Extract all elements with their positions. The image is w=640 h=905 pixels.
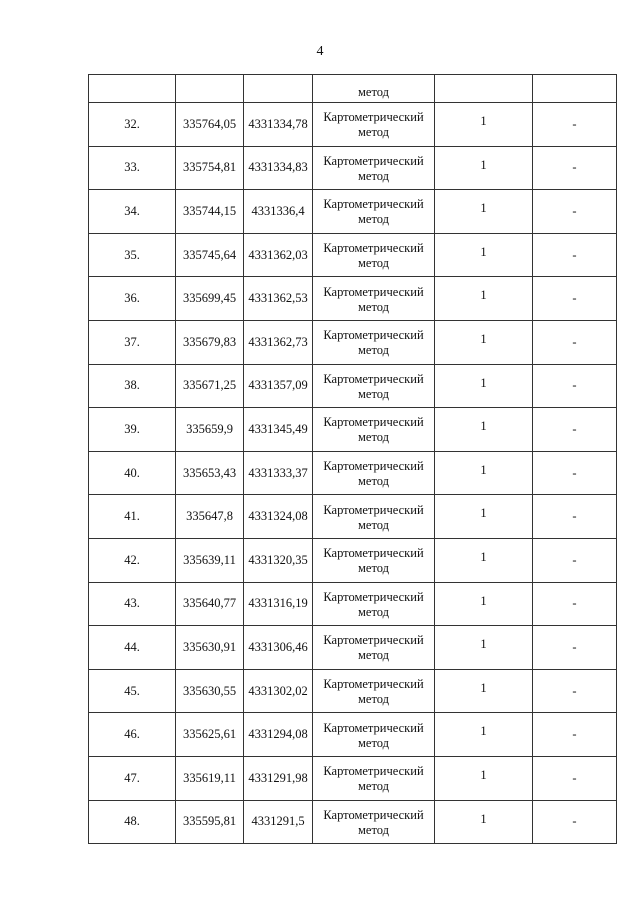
cell-method: Картометрический метод — [313, 408, 435, 452]
cell-description: - — [533, 626, 617, 670]
cell-description: - — [533, 146, 617, 190]
table-row — [89, 233, 617, 277]
cell-description: - — [533, 756, 617, 800]
cell-point-number: 34. — [89, 190, 176, 234]
cell-accuracy: 1 — [435, 713, 533, 757]
cell-description: - — [533, 713, 617, 757]
cell-point-number — [89, 75, 176, 103]
table-row — [89, 103, 617, 147]
cell-x-coordinate: 335653,43 — [176, 451, 244, 495]
cell-x-coordinate: 335679,83 — [176, 320, 244, 364]
cell-x-coordinate: 335764,05 — [176, 103, 244, 147]
table-row — [89, 582, 617, 626]
cell-x-coordinate: 335625,61 — [176, 713, 244, 757]
table-row — [89, 713, 617, 757]
cell-description: - — [533, 364, 617, 408]
table-row — [89, 669, 617, 713]
cell-y-coordinate: 4331316,19 — [244, 582, 313, 626]
cell-y-coordinate: 4331324,08 — [244, 495, 313, 539]
cell-x-coordinate: 335630,91 — [176, 626, 244, 670]
cell-point-number: 37. — [89, 320, 176, 364]
table-row — [89, 451, 617, 495]
cell-method: Картометрический метод — [313, 364, 435, 408]
table-row — [89, 626, 617, 670]
cell-point-number: 44. — [89, 626, 176, 670]
cell-y-coordinate: 4331336,4 — [244, 190, 313, 234]
cell-accuracy: 1 — [435, 582, 533, 626]
table-row — [89, 800, 617, 844]
coordinates-table — [88, 74, 617, 844]
cell-point-number: 42. — [89, 538, 176, 582]
cell-y-coordinate: 4331291,98 — [244, 756, 313, 800]
cell-method: Картометрический метод — [313, 451, 435, 495]
cell-description: - — [533, 800, 617, 844]
cell-method: Картометрический метод — [313, 626, 435, 670]
cell-method: Картометрический метод — [313, 233, 435, 277]
cell-point-number: 38. — [89, 364, 176, 408]
cell-y-coordinate: 4331362,03 — [244, 233, 313, 277]
cell-description: - — [533, 451, 617, 495]
cell-y-coordinate — [244, 75, 313, 103]
cell-x-coordinate: 335619,11 — [176, 756, 244, 800]
cell-description: - — [533, 495, 617, 539]
cell-x-coordinate: 335640,77 — [176, 582, 244, 626]
cell-x-coordinate: 335639,11 — [176, 538, 244, 582]
cell-y-coordinate: 4331334,83 — [244, 146, 313, 190]
cell-accuracy: 1 — [435, 233, 533, 277]
cell-method: Картометрический метод — [313, 756, 435, 800]
cell-x-coordinate: 335647,8 — [176, 495, 244, 539]
cell-accuracy: 1 — [435, 190, 533, 234]
cell-y-coordinate: 4331302,02 — [244, 669, 313, 713]
cell-y-coordinate: 4331334,78 — [244, 103, 313, 147]
cell-method: Картометрический метод — [313, 190, 435, 234]
cell-accuracy: 1 — [435, 538, 533, 582]
cell-accuracy: 1 — [435, 364, 533, 408]
cell-point-number: 33. — [89, 146, 176, 190]
cell-point-number: 43. — [89, 582, 176, 626]
cell-accuracy: 1 — [435, 800, 533, 844]
table-body — [89, 75, 617, 844]
cell-accuracy: 1 — [435, 277, 533, 321]
cell-method: Картометрический метод — [313, 103, 435, 147]
page-number: 4 — [316, 44, 324, 59]
cell-method: Картометрический метод — [313, 800, 435, 844]
table-row — [89, 538, 617, 582]
cell-y-coordinate: 4331357,09 — [244, 364, 313, 408]
cell-description: - — [533, 190, 617, 234]
table-row — [89, 190, 617, 234]
table-row-continued — [89, 75, 617, 103]
cell-point-number: 45. — [89, 669, 176, 713]
cell-accuracy: 1 — [435, 103, 533, 147]
cell-method: Картометрический метод — [313, 495, 435, 539]
cell-point-number: 41. — [89, 495, 176, 539]
cell-description: - — [533, 538, 617, 582]
cell-point-number: 32. — [89, 103, 176, 147]
cell-x-coordinate: 335671,25 — [176, 364, 244, 408]
table-row — [89, 756, 617, 800]
cell-y-coordinate: 4331333,37 — [244, 451, 313, 495]
table-row — [89, 146, 617, 190]
cell-accuracy: 1 — [435, 320, 533, 364]
cell-point-number: 48. — [89, 800, 176, 844]
cell-point-number: 36. — [89, 277, 176, 321]
cell-point-number: 35. — [89, 233, 176, 277]
cell-method: Картометрический метод — [313, 713, 435, 757]
cell-method: Картометрический метод — [313, 146, 435, 190]
cell-y-coordinate: 4331291,5 — [244, 800, 313, 844]
cell-x-coordinate: 335745,64 — [176, 233, 244, 277]
table-row — [89, 320, 617, 364]
cell-description — [533, 75, 617, 103]
table-row — [89, 408, 617, 452]
table-row — [89, 277, 617, 321]
cell-description: - — [533, 582, 617, 626]
cell-description: - — [533, 103, 617, 147]
cell-x-coordinate: 335744,15 — [176, 190, 244, 234]
cell-accuracy: 1 — [435, 669, 533, 713]
cell-x-coordinate: 335595,81 — [176, 800, 244, 844]
cell-description: - — [533, 408, 617, 452]
cell-description: - — [533, 669, 617, 713]
cell-accuracy: 1 — [435, 756, 533, 800]
cell-point-number: 40. — [89, 451, 176, 495]
cell-point-number: 47. — [89, 756, 176, 800]
cell-method: Картометрический метод — [313, 669, 435, 713]
cell-accuracy: 1 — [435, 495, 533, 539]
table-row — [89, 495, 617, 539]
table-row — [89, 364, 617, 408]
cell-x-coordinate — [176, 75, 244, 103]
cell-x-coordinate: 335659,9 — [176, 408, 244, 452]
cell-y-coordinate: 4331362,53 — [244, 277, 313, 321]
cell-accuracy: 1 — [435, 146, 533, 190]
cell-description: - — [533, 320, 617, 364]
cell-y-coordinate: 4331306,46 — [244, 626, 313, 670]
cell-accuracy: 1 — [435, 451, 533, 495]
cell-x-coordinate: 335699,45 — [176, 277, 244, 321]
cell-y-coordinate: 4331345,49 — [244, 408, 313, 452]
cell-accuracy — [435, 75, 533, 103]
cell-method: Картометрический метод — [313, 538, 435, 582]
cell-point-number: 46. — [89, 713, 176, 757]
cell-method: Картометрический метод — [313, 320, 435, 364]
cell-method: метод — [313, 75, 435, 103]
cell-method: Картометрический метод — [313, 582, 435, 626]
cell-y-coordinate: 4331362,73 — [244, 320, 313, 364]
cell-x-coordinate: 335630,55 — [176, 669, 244, 713]
cell-method: Картометрический метод — [313, 277, 435, 321]
cell-accuracy: 1 — [435, 408, 533, 452]
cell-point-number: 39. — [89, 408, 176, 452]
cell-y-coordinate: 4331294,08 — [244, 713, 313, 757]
cell-accuracy: 1 — [435, 626, 533, 670]
cell-description: - — [533, 277, 617, 321]
cell-description: - — [533, 233, 617, 277]
cell-y-coordinate: 4331320,35 — [244, 538, 313, 582]
cell-x-coordinate: 335754,81 — [176, 146, 244, 190]
